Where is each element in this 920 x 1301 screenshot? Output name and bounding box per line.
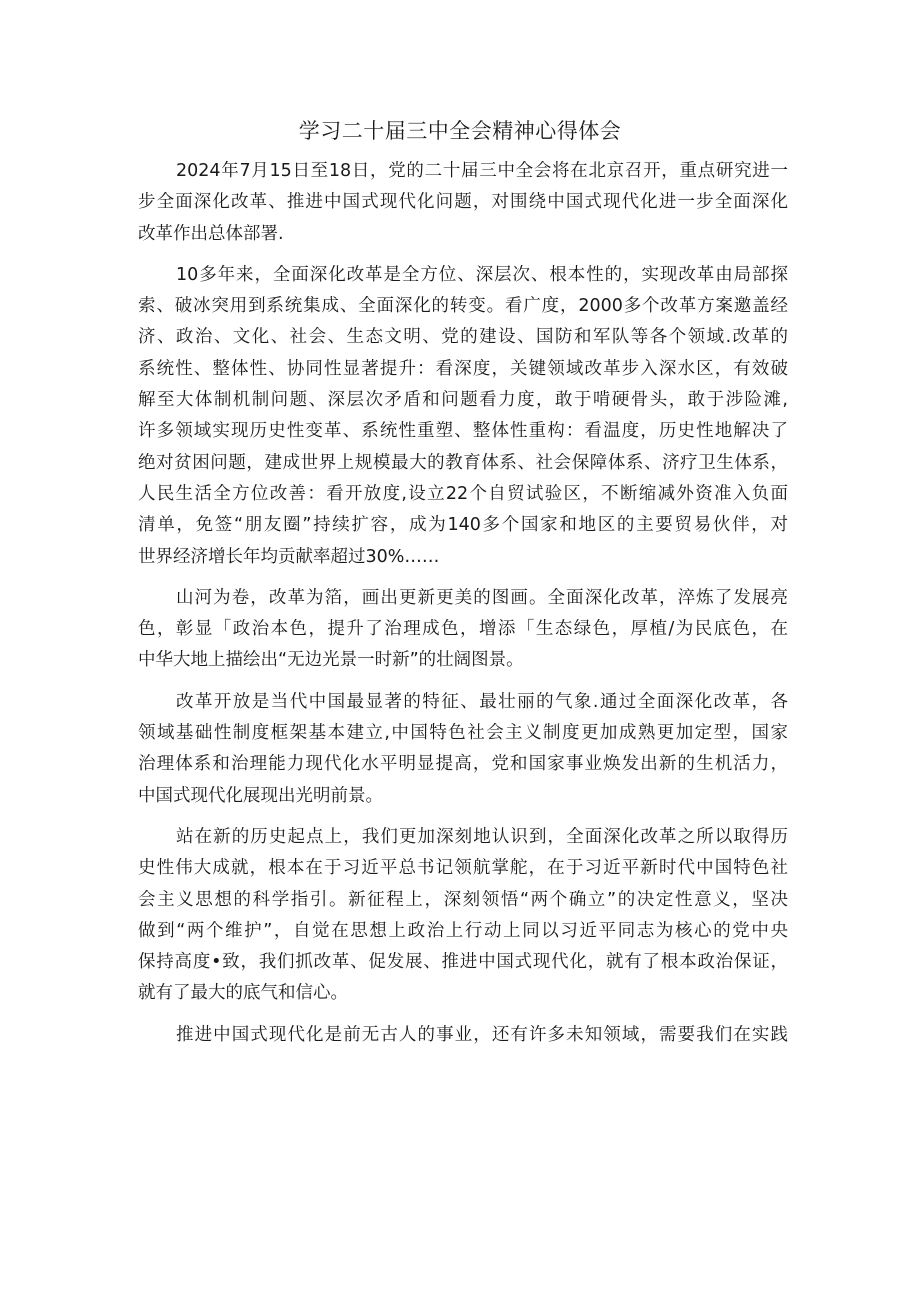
text-line: 中国式现代化展现出光明前景。 xyxy=(138,785,383,806)
text-line: 许多领域实现历史性变革、系统性重塑、整体性重构：看温度，历史性地解决了 xyxy=(138,421,788,442)
document-body xyxy=(138,156,788,1061)
text-line: 史性伟大成就，根本在于习近平总书记领航掌舵，在于习近平新时代中国特色社 xyxy=(138,858,788,879)
text-line: 中华大地上描绘出“无边光景一时新”的壮阔图景。 xyxy=(138,650,524,671)
text-line: 清单，免签“朋友圈”持续扩容，成为140多个国家和地区的主要贸易伙伴，对 xyxy=(138,515,788,536)
text-line: 会主义思想的科学指引。新征程上，深刻领悟“两个确立”的决定性意义，坚决 xyxy=(138,889,788,910)
text-line: 就有了最大的底气和信心。 xyxy=(138,983,348,1004)
text-line: 改革开放是当代中国最显著的特征、最壮丽的气象.通过全面深化改革，各 xyxy=(176,691,788,712)
text-line: 做到“两个维护”，自觉在思想上政治上行动上同以习近平同志为核心的党中央 xyxy=(138,920,788,941)
text-line: 领域基础性制度框架基本建立,中国特色社会主义制度更加成熟更加定型，国家 xyxy=(138,723,788,744)
text-line: 人民生活全方位改善：看开放度,设立22个自贸试验区，不断缩减外资准入负面 xyxy=(138,483,788,504)
text-line: 2024年7月15日至18日，党的二十届三中全会将在北京召开，重点研究进一 xyxy=(176,161,788,181)
paragraph xyxy=(138,687,788,812)
text-line: 系统性、整体性、协同性显著提升：看深度，关键领域改革步入深水区，有效破 xyxy=(138,358,788,379)
text-line: 步全面深化改革、推进中国式现代化问题，对围绕中国式现代化进一步全面深化 xyxy=(138,192,788,213)
document-title: 学习二十届三中全会精神心得体会 xyxy=(298,119,622,143)
text-line: 治理体系和治理能力现代化水平明显提高，党和国家事业焕发出新的生机活力， xyxy=(138,754,788,775)
text-line: 济、政治、文化、社会、生态文明、党的建设、国防和军队等各个领域.改革的 xyxy=(138,327,788,348)
text-line: 世界经济增长年均贡献率超过30%…… xyxy=(138,546,440,567)
paragraph xyxy=(138,156,788,250)
paragraph xyxy=(138,822,788,1010)
paragraph xyxy=(138,260,788,573)
text-line: 推进中国式现代化是前无古人的事业，还有许多未知领域，需要我们在实践 xyxy=(176,1024,788,1045)
paragraph xyxy=(138,583,788,677)
text-line: 站在新的历史起点上，我们更加深刻地认识到，全面深化改革之所以取得历 xyxy=(176,826,788,847)
text-line: 10多年来，全面深化改革是全方位、深层次、根本性的，实现改革由局部探 xyxy=(176,264,788,285)
paragraph xyxy=(138,1020,788,1051)
text-line: 解至大体制机制问题、深层次矛盾和问题看力度，敢于啃硬骨头，敢于涉险滩, xyxy=(138,390,788,411)
text-line: 索、破冰突用到系统集成、全面深化的转变。看广度，2000多个改革方案邀盖经 xyxy=(138,296,788,317)
text-line: 绝对贫困问题，建成世界上规模最大的教育体系、社会保障体系、济疗卫生体系， xyxy=(138,452,788,473)
text-line: 改革作出总体部署. xyxy=(138,223,284,244)
text-line: 保持高度•致，我们抓改革、促发展、推进中国式现代化，就有了根本政治保证， xyxy=(138,952,788,973)
text-line: 山河为卷，改革为箔，画出更新更美的图画。全面深化改革，淬炼了发展亮 xyxy=(176,587,788,608)
text-line: 色，彰显「政治本色，提升了治理成色，增添「生态绿色，厚植/为民底色，在 xyxy=(138,619,788,640)
